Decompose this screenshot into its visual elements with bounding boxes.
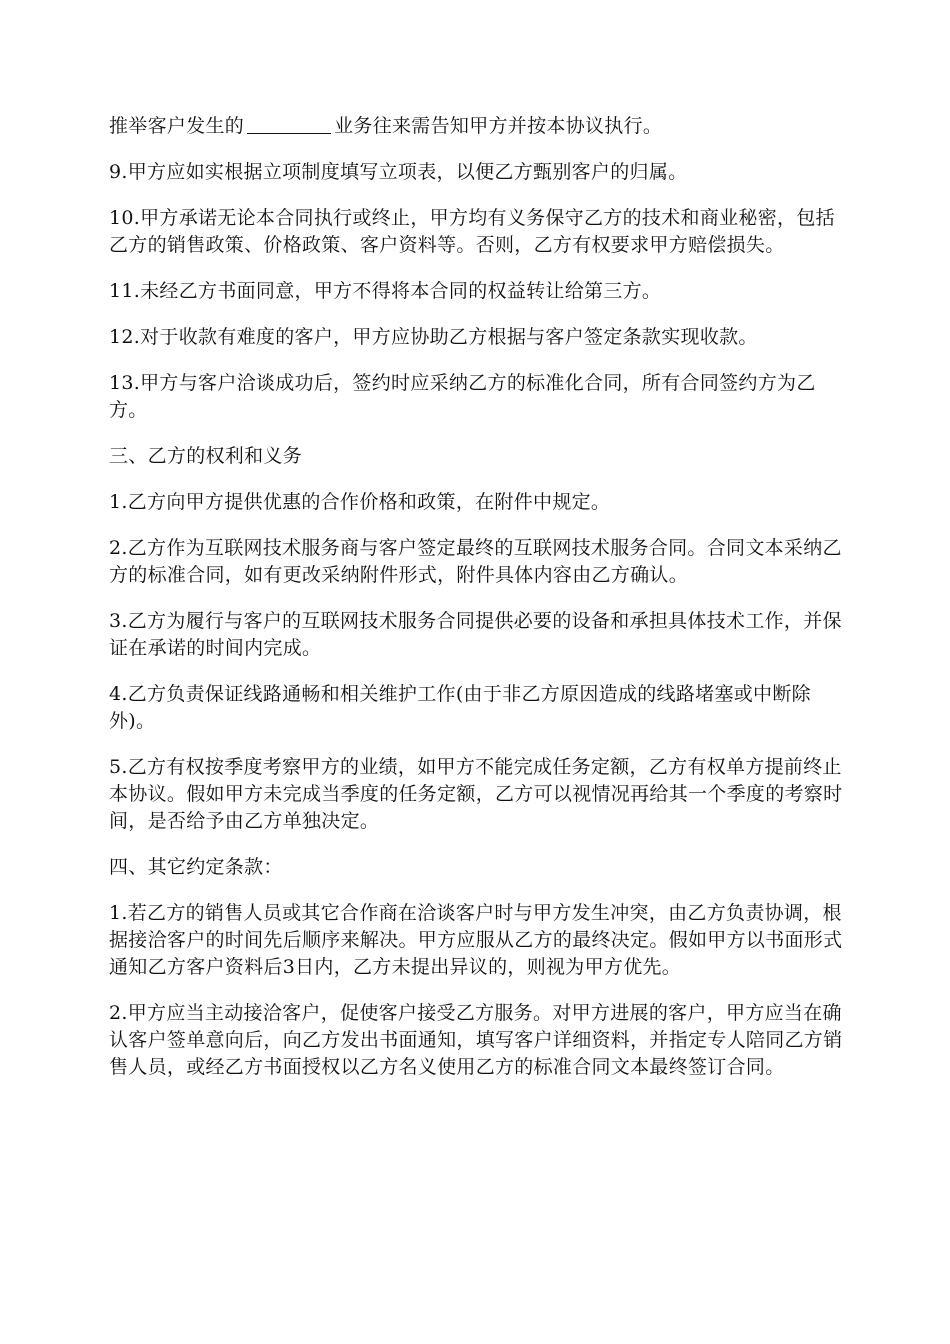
- clause-other-1: 1.若乙方的销售人员或其它合作商在洽谈客户时与甲方发生冲突，由乙方负责协调，根据接洽客户的时间先后顺序来解决。甲方应服从乙方的最终决定。假如甲方以书面形式通知乙方客户资料后3日内，乙方未提出异议的，则视为甲方优先。: [109, 902, 843, 978]
- section-heading-other-terms: 四、其它约定条款：: [109, 856, 283, 878]
- clause-a-12: 12.对于收款有难度的客户，甲方应协助乙方根据与客户签定条款实现收款。: [109, 326, 758, 348]
- section-heading-party-b: 三、乙方的权利和义务: [109, 445, 303, 467]
- fill-in-blank: [247, 113, 331, 134]
- paragraph-text-before-blank: 推举客户发生的: [109, 115, 245, 137]
- clause-a-10: 10.甲方承诺无论本合同执行或终止，甲方均有义务保守乙方的技术和商业秘密，包括乙方的销售政策、价格政策、客户资料等。否则，乙方有权要求甲方赔偿损失。: [109, 207, 835, 256]
- clause-other-2: 2.甲方应当主动接洽客户，促使客户接受乙方服务。对甲方进展的客户，甲方应当在确认客户签单意向后，向乙方发出书面通知，填写客户详细资料，并指定专人陪同乙方销售人员，或经乙方书面授权以乙方名义使用乙方的标准合同文本最终签订合同。: [109, 1002, 843, 1078]
- clause-b-4: 4.乙方负责保证线路通畅和相关维护工作(由于非乙方原因造成的线路堵塞或中断除外)。: [109, 683, 811, 732]
- clause-a-13: 13.甲方与客户洽谈成功后，签约时应采纳乙方的标准化合同，所有合同签约方为乙方。: [109, 372, 816, 421]
- document-body: [109, 113, 847, 1100]
- clause-b-5: 5.乙方有权按季度考察甲方的业绩，如甲方不能完成任务定额，乙方有权单方提前终止本协议。假如甲方未完成当季度的任务定额，乙方可以视情况再给其一个季度的考察时间，是否给予由乙方单独决定。: [109, 756, 843, 832]
- paragraph-continuation: [109, 113, 847, 140]
- clause-a-9: 9.甲方应如实根据立项制度填写立项表，以便乙方甄别客户的归属。: [109, 161, 688, 183]
- clause-a-11: 11.未经乙方书面同意，甲方不得将本合同的权益转让给第三方。: [109, 280, 662, 302]
- clause-b-2: 2.乙方作为互联网技术服务商与客户签定最终的互联网技术服务合同。合同文本采纳乙方的标准合同，如有更改采纳附件形式，附件具体内容由乙方确认。: [109, 537, 842, 586]
- clause-b-3: 3.乙方为履行与客户的互联网技术服务合同提供必要的设备和承担具体技术工作，并保证在承诺的时间内完成。: [109, 610, 842, 659]
- clause-b-1: 1.乙方向甲方提供优惠的合作价格和政策，在附件中规定。: [109, 491, 611, 513]
- paragraph-text-after-blank: 业务往来需告知甲方并按本协议执行。: [334, 115, 663, 137]
